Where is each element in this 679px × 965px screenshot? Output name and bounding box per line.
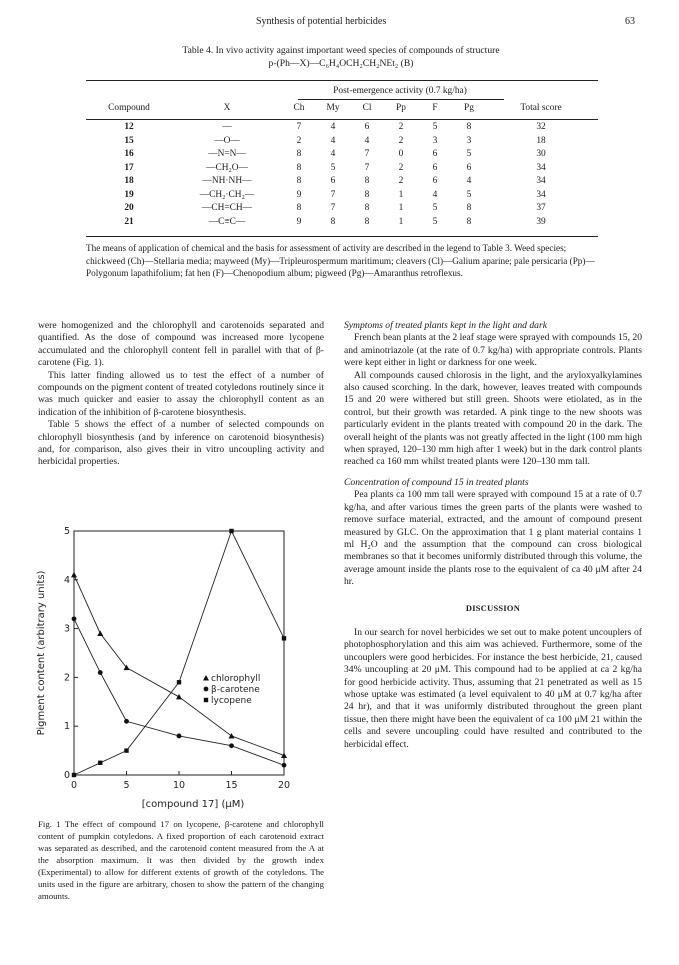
table-cell: 8 <box>364 189 370 200</box>
table-cell: 5 <box>432 203 438 214</box>
lycopene-point <box>229 529 233 533</box>
table-cell: 4 <box>364 135 370 146</box>
figure-1-chart <box>34 525 326 811</box>
paragraph: In our search for novel herbicides we set out to make potent uncouplers of photophosphorylation and this aim was achieved. Furthermore, some of the uncouplers were good herbicides. For instance the best herbicide, 21, caused 34% uncoupling at 20 μM. This compound had to be applied at ca 2 kg/ha for good herbicide activity. Thus, assuming that 21 penetrated as well as 15 whose uptake was estimated (a level equivalent to 40 μM at 0.7 kg/ha after 24 hr), and that it was uniformly distributed throughout the green plant tissue, then there might have been the equivalent of ca 100 μM 21 within the cells and severe uncoupling could have resulted and contributed to the herbicidal effect. <box>344 626 642 750</box>
compound-number: 16 <box>124 149 134 160</box>
y-tick-label: 0 <box>63 770 70 781</box>
table-cell: 6 <box>432 176 438 187</box>
table-cell: 8 <box>364 203 370 214</box>
table-cell: — <box>222 122 232 132</box>
table-cell: 0 <box>398 149 404 160</box>
x-tick-label: 15 <box>225 780 238 791</box>
left-column <box>38 320 324 469</box>
column-header: Total score <box>520 103 562 113</box>
table-cell: 34 <box>536 189 546 200</box>
table-cell: 5 <box>466 189 472 200</box>
column-header: F <box>432 103 438 113</box>
column-header: X <box>223 103 231 113</box>
compound-number: 15 <box>124 135 134 146</box>
table-cell: 2 <box>398 135 404 146</box>
figure-caption: Fig. 1 The effect of compound 17 on lycopene, β-carotene and chlorophyll content of pumpkin cotyledons. A fixed proportion of each carotenoid extract was separated as described, and the carotenoid content measured from the A at the absorption maximum. It was then divided by the growth index (Experimental) to allow for different extents of growth of the cotyledons. The units used in the figure are arbitrary, chosen to show the pattern of the changing amounts. <box>38 819 324 901</box>
lycopene-point <box>98 761 102 765</box>
y-tick-label: 4 <box>63 574 70 586</box>
column-header: Cl <box>362 103 372 113</box>
table-cell: 2 <box>398 176 404 187</box>
lycopene-point <box>282 636 286 640</box>
column-header: Ch <box>293 103 305 113</box>
y-tick-label: 1 <box>63 721 70 733</box>
table-group-header: Post-emergence activity (0.7 kg/ha) <box>333 86 467 96</box>
table-cell: 8 <box>296 203 302 214</box>
table-cell: 8 <box>296 149 302 160</box>
compound-number: 18 <box>124 176 134 187</box>
carotene-point <box>229 743 234 748</box>
x-axis-label: [compound 17] (μM) <box>141 799 245 810</box>
table-cell: —CH=CH— <box>201 203 253 214</box>
paragraph: Pea plants ca 100 mm tall were sprayed with compound 15 at a rate of 0.7 kg/ha, and after various times the green parts of the plants were washed to remove surface material, extracted, and the amount of compound present measured by GLC. On the approximation that 1 g plant material contains 1 ml H₂O and the assumption that the compound can cross biological membranes so that it becomes uniformly distributed through this volume, the average amount inside the plants rose to the equivalent of ca 40 μM after 24 hr. <box>344 489 642 588</box>
table-cell: 8 <box>330 216 336 227</box>
compound-number: 17 <box>124 162 134 173</box>
compound-number: 19 <box>124 189 134 200</box>
x-tick-label: 20 <box>277 780 291 791</box>
table-cell: 4 <box>330 149 336 160</box>
table-cell: 5 <box>432 216 438 227</box>
carotene-point <box>282 763 287 768</box>
table-cell: 8 <box>296 176 302 187</box>
lycopene-point <box>177 680 181 684</box>
table-top-rule <box>86 80 598 81</box>
compound-number: 20 <box>124 203 134 214</box>
table-cell: 30 <box>536 149 546 160</box>
table-row <box>86 161 596 175</box>
table-header-row <box>86 100 596 116</box>
chlorophyll-point <box>97 630 103 636</box>
x-tick-label: 0 <box>70 780 78 791</box>
right-column <box>344 320 642 751</box>
compound-number: 21 <box>124 216 134 227</box>
table-cell: 8 <box>364 216 370 227</box>
paragraph: All compounds caused chlorosis in the light, and the aryloxyalkylamines also caused scorching. In the dark, however, leaves treated with compounds 15 and 20 were withered but still green. Shoots were etiolated, as in the control, but their growth was retarded. A pink tinge to the new shoots was particularly evident in the plants treated with compound 20 in the dark. The overall height of the plants was not greatly affected in the light (100 mm high when sprayed, 120–130 mm high after 1 week) but in the dark control plants reached ca 160 mm whilst treated plants were 120–130 mm tall. <box>344 369 642 468</box>
y-tick-label: 2 <box>63 672 70 684</box>
compound-number: 12 <box>124 122 134 132</box>
chlorophyll-point <box>71 572 77 578</box>
table-cell: —CH₂O— <box>206 162 248 173</box>
table-caption-line-2: p-(Ph—X)—C₆H₄OCH₂CH₂NEt₂ (B) <box>268 58 414 69</box>
paragraph: Table 5 shows the effect of a number of selected compounds on chlorophyll biosynthesis (and by inference on carotenoid biosynthesis) and, for comparison, also gives their in vitro uncoupling activity and herbicidal properties. <box>38 419 324 468</box>
column-header: Pp <box>396 103 406 113</box>
running-title: Synthesis of potential herbicides <box>256 16 387 27</box>
table-cell: 8 <box>296 162 302 173</box>
table-cell: 5 <box>330 162 336 173</box>
table-cell: 2 <box>398 122 404 132</box>
column-header: Compound <box>108 103 150 113</box>
table-cell: 7 <box>296 122 302 132</box>
table-cell: 37 <box>536 203 546 214</box>
lycopene-legend-marker <box>204 698 208 702</box>
paragraph: were homogenized and the chlorophyll and carotenoids separated and quantified. As the dose of compound was increased more lycopene accumulated and the chlorophyll content fell in parallel with that of β-carotene (Fig. 1). <box>38 320 324 369</box>
table-cell: 1 <box>398 216 404 227</box>
table-cell: 7 <box>330 189 336 200</box>
table-cell: —CH₂·CH₂— <box>199 189 255 200</box>
page-number: 63 <box>625 16 635 27</box>
table-cell: 7 <box>364 149 370 160</box>
lycopene-legend-label: lycopene <box>211 696 252 706</box>
table-cell: 9 <box>296 216 302 227</box>
carotene-point <box>177 734 182 739</box>
carotene-legend-marker <box>204 687 209 692</box>
section-heading: Concentration of compound 15 in treated plants <box>344 476 529 488</box>
section-heading: DISCUSSION <box>465 603 521 613</box>
table-cell: 6 <box>466 162 472 173</box>
table-cell: 4 <box>466 176 472 187</box>
chlorophyll-point <box>229 733 235 739</box>
paragraph: This latter finding allowed us to test the effect of a number of compounds on the pigment content of treated cotyledons routinely since it was much quicker and easier to assay the chlorophyll content as an indication of the inhibition of β-carotene biosynthesis. <box>38 369 324 418</box>
chlorophyll-line <box>74 575 284 756</box>
table-cell: 34 <box>536 176 546 187</box>
table-cell: 7 <box>364 162 370 173</box>
table-cell: 5 <box>432 122 438 132</box>
lycopene-point <box>72 773 76 777</box>
paragraph: French bean plants at the 2 leaf stage were sprayed with compounds 15, 20 and aminotriazole (at the rate of 0.7 kg/ha) with appropriate controls. Plants were kept either in light or darkness for one week. <box>344 332 642 369</box>
chlorophyll-point <box>176 694 182 700</box>
table-cell: 39 <box>536 216 546 227</box>
table-cell: 7 <box>330 203 336 214</box>
x-tick-label: 5 <box>123 780 130 791</box>
table-cell: 6 <box>364 122 370 132</box>
table-header-rule <box>86 119 598 120</box>
column-header: My <box>326 103 340 113</box>
chlorophyll-legend-label: chlorophyll <box>211 674 261 684</box>
table-cell: —C≡C— <box>208 216 246 227</box>
table-cell: —N=N— <box>208 149 246 160</box>
table-cell: 6 <box>432 162 438 173</box>
table-row <box>86 148 596 162</box>
table-cell: 3 <box>466 135 472 146</box>
table-cell: 2 <box>296 135 302 146</box>
table-cell: —NH·NH— <box>202 176 252 187</box>
table-cell: 2 <box>398 162 404 173</box>
column-header: Pg <box>464 103 474 113</box>
table-cell: 5 <box>466 149 472 160</box>
table-caption <box>86 44 596 70</box>
table-cell: 34 <box>536 162 546 173</box>
table-cell: 6 <box>330 176 336 187</box>
table-cell: 8 <box>466 203 472 214</box>
table-cell: 4 <box>330 135 336 146</box>
carotene-point <box>98 670 103 675</box>
table-row <box>86 175 596 189</box>
y-tick-label: 3 <box>63 623 70 635</box>
table-cell: 9 <box>296 189 302 200</box>
table-cell: 32 <box>536 122 546 132</box>
plot-frame <box>74 531 284 775</box>
table-row <box>86 215 596 229</box>
carotene-point <box>124 719 129 724</box>
table-row <box>86 188 596 202</box>
table-cell: 4 <box>330 122 336 132</box>
table-cell: 4 <box>432 189 438 200</box>
table-cell: 1 <box>398 189 404 200</box>
table-row <box>86 202 596 216</box>
table-footnote: The means of application of chemical and the basis for assessment of activity are described in the legend to Table 3. Weed species; chickweed (Ch)—Stellaria media; mayweed (My)—Tripleurospermum maritimum; cleavers (Cl)—Galium aparine; pale persicaria (Pp)—Polygonum lapathifolium; fat hen (F)—Chenopodium album; pigweed (Pg)—Amaranthus retroflexus. <box>86 243 595 279</box>
chlorophyll-legend-marker <box>203 675 209 681</box>
table-cell: 3 <box>432 135 438 146</box>
section-heading: Symptoms of treated plants kept in the light and dark <box>344 320 547 331</box>
y-tick-label: 5 <box>63 526 70 537</box>
table-cell: 1 <box>398 203 404 214</box>
table-cell: —O— <box>214 135 240 146</box>
carotene-point <box>72 616 77 621</box>
table-cell: 18 <box>536 135 546 146</box>
table-row <box>86 134 596 148</box>
table-cell: 8 <box>466 216 472 227</box>
x-tick-label: 10 <box>172 780 186 791</box>
y-axis-label: Pigment content (arbitrary units) <box>36 570 47 736</box>
chlorophyll-point <box>281 752 287 758</box>
carotene-legend-label: β-carotene <box>211 685 260 695</box>
table-cell: 8 <box>466 122 472 132</box>
table-cell: 8 <box>364 176 370 187</box>
table-caption-line-1: Table 4. In vivo activity against important weed species of compounds of structure <box>182 45 500 56</box>
lycopene-line <box>74 531 284 775</box>
lycopene-point <box>124 748 128 752</box>
table-bottom-rule <box>86 236 598 237</box>
table-cell: 6 <box>432 149 438 160</box>
